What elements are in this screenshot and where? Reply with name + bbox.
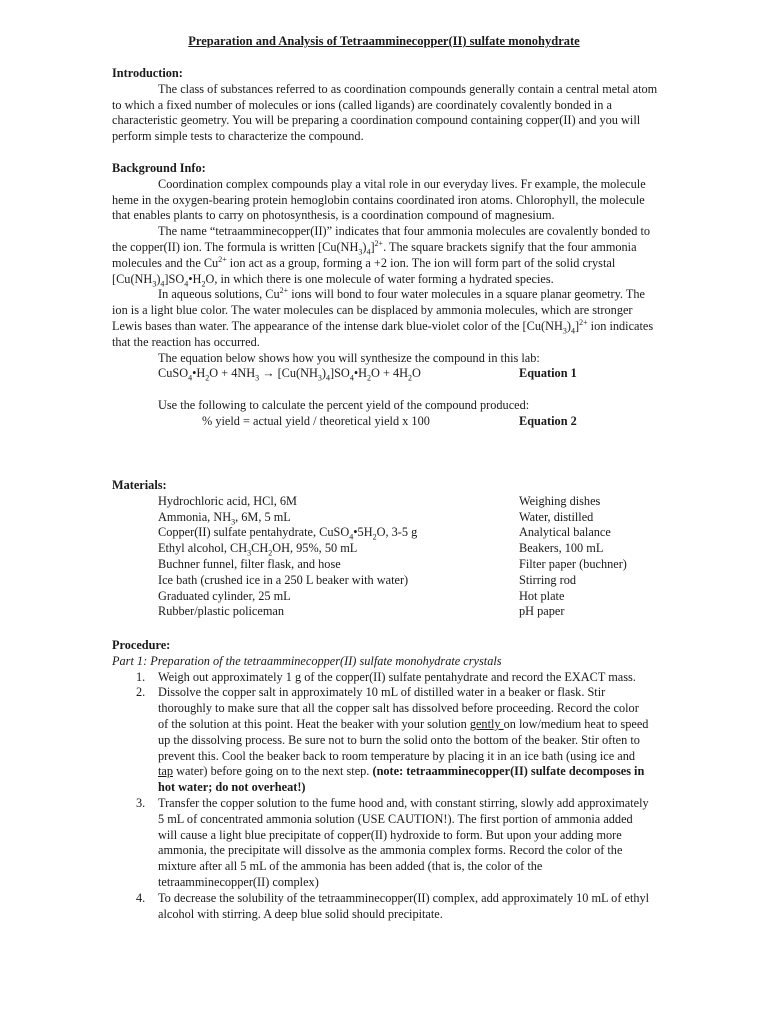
introduction-text: The class of substances referred to as coordination compounds generally contain a central metal atom to which a fixed number of molecules or ions (called ligands) are coordinately covalently bonded in a characteristic geometry. You will be preparing a coordination compound containing copper(II) and you will perform simple tests to characterize the compound.	[112, 81, 658, 144]
procedure-part-1-title: Part 1: Preparation of the tetraamminecopper(II) sulfate monohydrate crystals	[112, 653, 502, 668]
materials-section	[112, 478, 660, 620]
procedure-step: 2. Dissolve the copper salt in approximately 10 mL of distilled water in a beaker or flask. Stir thoroughly to make sure that all the copper salt has dissolved before proceeding. Record the color of the solution at this point. Heat the beaker with your solution gently on low/medium heat to speed up the dissolving process. Be sure not to burn the solid onto the bottom of the beaker. Stir often to prevent this. Cool the beaker back to room temperature by placing it in an ice bath (using ice and tap water) before going on to the next step. (note: tetraamminecopper(II) sulfate decomposes in hot water; do not overheat!)	[136, 685, 649, 795]
background-heading: Background Info:	[112, 161, 206, 175]
background-paragraph-1: Coordination complex compounds play a vital role in our everyday lives. Fr example, the molecule heme in the oxygen-bearing protein hemoglobin contains coordinated iron atoms. Chlorophyll, the molecule that enables plants to carry on photosynthesis, is a coordination compound of magnesium.	[112, 176, 646, 223]
materials-row: Buchner funnel, filter flask, and hose Filter paper (buchner)	[158, 556, 627, 571]
materials-heading: Materials:	[112, 478, 167, 492]
introduction-section	[112, 66, 660, 145]
procedure-heading: Procedure:	[112, 638, 171, 652]
materials-row: Rubber/plastic policeman pH paper	[158, 604, 565, 619]
background-paragraph-3: In aqueous solutions, $Cu^{2+}$ ions will bond to four water molecules in a square planar geometry. The ion is a light blue color. The water molecules can be displaced by ammonia molecules, which are stronger Lewis bases than water. The appearance of the intense dark blue-violet color of the $[Cu(NH_3)_4]^{2+}$ ion indicates that the reaction has occurred.	[112, 286, 654, 349]
background-paragraph-2: The name “tetraamminecopper(II)” indicates that four ammonia molecules are covalently bonded to the copper(II) ion. The formula is written $[Cu(NH_3)_4]^{2+}$. The square brackets signify that the four ammonia molecules and the $Cu^{2+}$ ion act as a group, forming a +2 ion. The ion will form part of the solid crystal $[Cu(NH_3)_4]SO_4•H_2O$, in which there is one molecule of water forming a hydrated species.	[112, 224, 651, 289]
background-section	[112, 161, 660, 430]
materials-row: Ammonia, $NH_3$, 6M, 5 mL Water, distilled	[158, 509, 594, 527]
materials-row: Hydrochloric acid, HCl, 6M Weighing dishes	[158, 493, 601, 508]
equation-1-row: $CuSO_4•H_2O + 4NH_3$ → $[Cu(NH_3)_4]SO_4•H_2O + 4H_2O$ Equation 1	[158, 366, 577, 383]
background-paragraph-4: The equation below shows how you will synthesize the compound in this lab:	[158, 350, 540, 365]
percent-yield-intro: Use the following to calculate the percent yield of the compound produced:	[158, 397, 530, 412]
procedure-section	[112, 638, 672, 922]
equation-1-label: Equation 1	[519, 366, 577, 381]
materials-row: Copper(II) sulfate pentahydrate, $CuSO_4•5H_2O$, 3-5 g Analytical balance	[158, 525, 611, 542]
procedure-steps	[112, 670, 672, 923]
procedure-step: 3. Transfer the copper solution to the fume hood and, with constant stirring, slowly add approximately 5 mL of concentrated ammonia solution (USE CAUTION!). The first portion of ammonia added will cause a light blue precipitate of copper(II) hydroxide to form. But upon your adding more ammonia, the precipitate will dissolve as the ammonia complex forms. Record the color of the mixture after all 5 mL of the ammonia has been added (that is, the color of the tetraamminecopper(II) complex)	[136, 795, 649, 889]
equation-2-label: Equation 2	[519, 413, 577, 428]
equation-2-row: % yield = actual yield / theoretical yield x 100 Equation 2	[202, 413, 577, 428]
materials-row: Ethyl alcohol, $CH_3CH_2OH$, 95%, 50 mL Beakers, 100 mL	[158, 541, 604, 558]
introduction-heading: Introduction:	[112, 66, 183, 80]
document-title: Preparation and Analysis of Tetraamminecopper(II) sulfate monohydrate	[188, 34, 580, 48]
procedure-step: 4. To decrease the solubility of the tetraamminecopper(II) complex, add approximately 10 mL of ethyl alcohol with stirring. A deep blue solid should precipitate.	[136, 890, 650, 921]
procedure-step: 1. Weigh out approximately 1 g of the copper(II) sulfate pentahydrate and record the EXACT mass.	[136, 669, 636, 684]
materials-row: Ice bath (crushed ice in a 250 L beaker with water) Stirring rod	[158, 572, 577, 587]
materials-row: Graduated cylinder, 25 mL Hot plate	[158, 588, 565, 603]
